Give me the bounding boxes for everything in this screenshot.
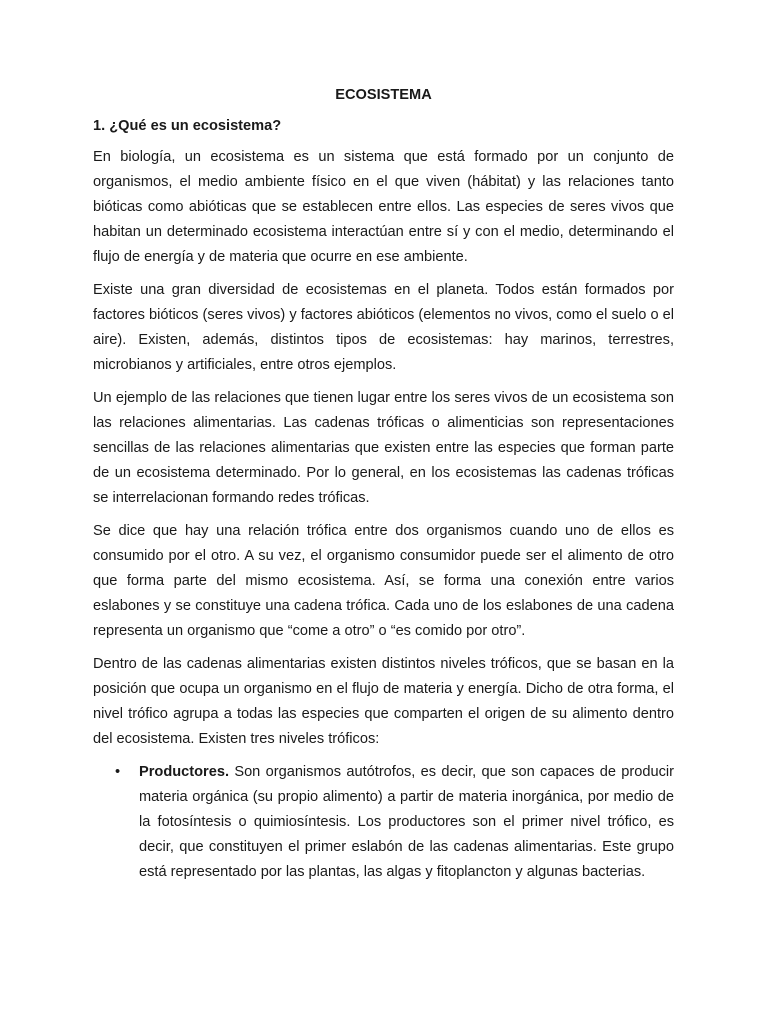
paragraph-3: Un ejemplo de las relaciones que tienen lugar entre los seres vivos de un ecosistema son las relaciones alimentarias. Las cadenas tróficas o alimenticias son representaciones sencillas de las relaciones alimentarias que existen entre las especies que forman parte de un ecosistema determinado. Por lo general, en los ecosistemas las cadenas tróficas se interrelacionan formando redes tróficas. — [93, 390, 674, 506]
paragraph-5: Dentro de las cadenas alimentarias existen distintos niveles tróficos, que se basan en la posición que ocupa un organismo en el flujo de materia y energía. Dicho de otra forma, el nivel trófico agrupa a todas las especies que comparten el origen de su alimento dentro del ecosistema. Existen tres niveles tróficos: — [93, 656, 674, 747]
document-title: ECOSISTEMA — [335, 87, 432, 103]
bullet-text: Son organismos autótrofos, es decir, que son capaces de producir materia orgánica (su propio alimento) a partir de materia inorgánica, por medio de la fotosíntesis o quimiosíntesis. Los productores son el primer nivel trófico, es decir, que constituyen el primer eslabón de las cadenas alimentarias. Este grupo está representado por las plantas, las algas y fitoplancton y algunas bacterias. — [139, 764, 674, 880]
paragraph-2: Existe una gran diversidad de ecosistemas en el planeta. Todos están formados por factores bióticos (seres vivos) y factores abióticos (elementos no vivos, como el suelo o el aire). Existen, además, distintos tipos de ecosistemas: hay marinos, terrestres, microbianos y artificiales, entre otros ejemplos. — [93, 282, 674, 373]
paragraph-1: En biología, un ecosistema es un sistema que está formado por un conjunto de organismos, el medio ambiente físico en el que viven (hábitat) y las relaciones tanto bióticas como abióticas que se establecen entre ellos. Las especies de seres vivos que habitan un determinado ecosistema interactúan entre sí y con el medio, determinando el flujo de energía y de materia que ocurre en ese ambiente. — [93, 149, 674, 265]
paragraph-4: Se dice que hay una relación trófica entre dos organismos cuando uno de ellos es consumido por el otro. A su vez, el organismo consumidor puede ser el alimento de otro que forma parte del mismo ecosistema. Así, se forma una conexión entre varios eslabones y se constituye una cadena trófica. Cada uno de los eslabones de una cadena representa un organismo que “come a otro” o “es comido por otro”. — [93, 523, 674, 639]
section-heading: 1. ¿Qué es un ecosistema? — [93, 118, 282, 134]
bullet-term: Productores. — [139, 764, 230, 780]
trophic-levels-list — [93, 760, 674, 885]
document-page — [93, 84, 674, 885]
bullet-marker: • — [115, 764, 121, 780]
list-item-productores — [93, 760, 674, 885]
